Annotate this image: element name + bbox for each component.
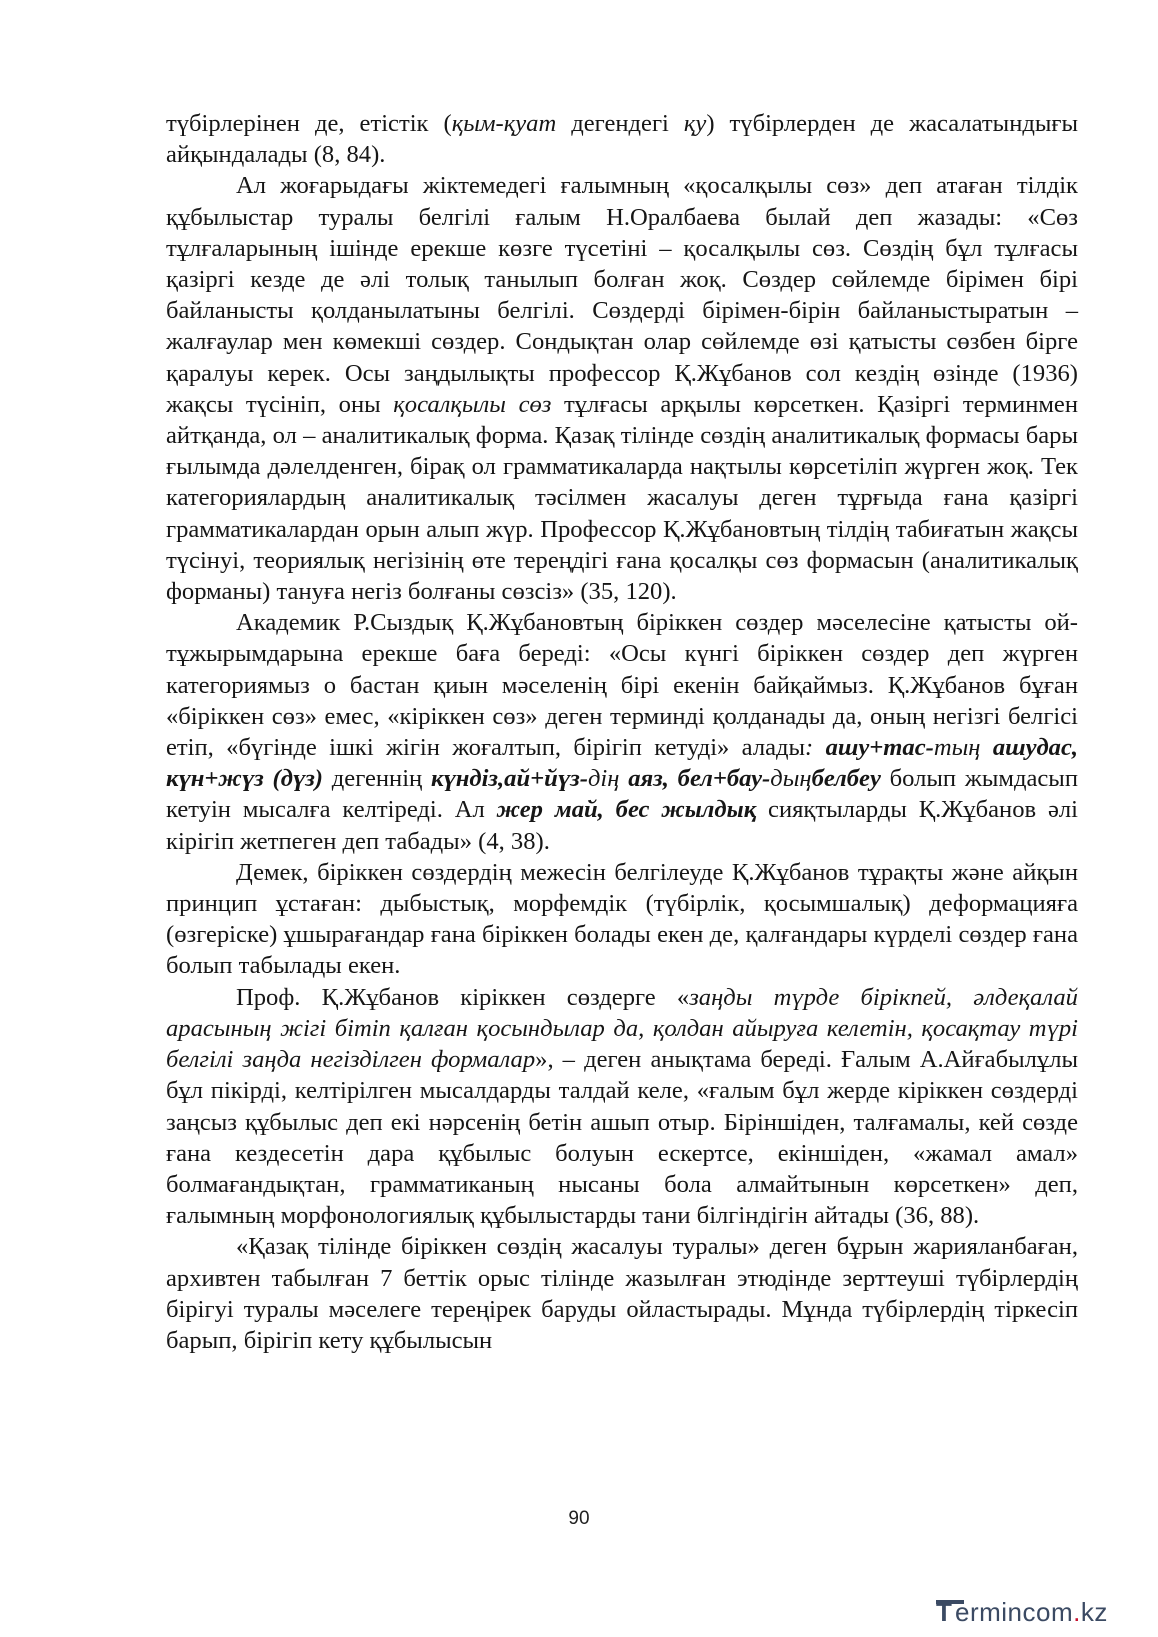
text-run: ) түбірлерден де жасалатындығы айқындалады (8, 84).	[166, 110, 1079, 169]
paragraph	[166, 607, 1078, 857]
text-run: Академик Р.Сыздық Қ.Жұбановтың біріккен сөздер мәселесіне қатысты ой-тұжырымдарына ерекше баға береді: «Осы күнгі біріккен сөздер деп жүрген категориямыз о бастан қиын мәселенің бірі екенін байқаймыз. Қ.Жұбанов бұған «біріккен сөз» емес, «кіріккен сөз» деген терминді қолданады да, оның негізгі белгісі етіп, «бүгінде ішкі жігін жоғалтып, бірігіп кетуді» алады	[166, 609, 1078, 762]
text-run: «Қазақ тілінде біріккен сөздің жасалуы туралы» деген бұрын жарияланбаған, архивтен табылған 7 беттік орыс тілінде жазылған этюдінде зерттеуші түбірлердің бірігуі туралы мәселеге тереңірек баруды ойластырады. Мұнда түбірлердің тіркесіп барып, бірігіп кету құбылысын	[166, 1233, 1078, 1354]
text-run: сияқтыларды Қ.Жұбанов әлі кірігіп жетпеген деп табады» (4, 38).	[166, 796, 1078, 855]
text-run: белбеу	[811, 765, 881, 793]
paragraph	[166, 982, 1078, 1232]
text-run: заңды түрде бірікпей, әлдеқалай арасының жігі бітіп қалған қосындылар да, қолдан айыруға келетін, қосақтау түрі белгілі заңда негізділген формалар	[166, 983, 1078, 1074]
logo-dot: .	[1073, 1597, 1081, 1627]
terminkom-watermark-logo	[936, 1597, 1146, 1631]
text-run: дің	[587, 765, 620, 793]
logo-letter-t: T	[936, 1597, 953, 1627]
page-number: 90	[568, 1508, 590, 1529]
text-run: дың	[770, 765, 812, 793]
text-run: Демек, біріккен сөздердің межесін белгілеуде Қ.Жұбанов тұрақты және айқын принцип ұстаған: дыбыстық, морфемдік (түбірлік, қосымшалық) деформацияға (өзгеріске) ұшырағандар ғана біріккен болады екен де, қалғандары күрделі сөздер ғана болып табылады екен.	[166, 858, 1078, 980]
text-run: күндіз,ай+йүз-	[430, 765, 588, 793]
text-run: қу	[683, 110, 707, 137]
text-run: қым-қуат	[451, 110, 557, 137]
document-body	[166, 108, 1078, 1356]
logo-text-main: ermincom	[955, 1597, 1074, 1627]
paragraph	[166, 170, 1078, 607]
text-run: түбірлерінен де, етістік (	[166, 110, 452, 137]
text-run: қосалқылы сөз	[393, 390, 552, 418]
text-run: аяз, бел+бау-	[619, 765, 771, 793]
text-run: :	[805, 734, 826, 762]
text-run: дегендегі	[556, 110, 684, 137]
text-run: жер май, бес жылдық	[496, 796, 757, 824]
text-run: тың	[933, 734, 981, 762]
text-run: тұлғасы арқылы көрсеткен. Қазіргі терминмен айтқанда, ол – аналитикалық форма. Қазақ тілінде сөздің аналитикалық формасы бары ғылымда дәлелденген, бірақ ол грамматикаларда нақтылы көрсетіліп жүрген жоқ. Тек категориялардың аналитикалық тәсілмен жасалуы деген тұрғыда ғана қазіргі грамматикалардан орын алып жүр. Профессор Қ.Жұбановтың тілдің табиғатын жақсы түсінуі, теориялық негізінің өте тереңдігі ғана қосалқы сөз формасын (аналитикалық форманы) тануға негіз болғаны сөзсіз» (35, 120).	[166, 390, 1078, 606]
paragraph	[166, 1231, 1078, 1356]
text-run: дегеннің	[323, 765, 431, 793]
logo-text-domain: kz	[1080, 1597, 1108, 1627]
text-run: ашудас, күн+жүз (дүз)	[166, 734, 1079, 793]
paragraph	[166, 857, 1078, 982]
text-run: ашу+тас-	[825, 734, 934, 762]
text-run: Ал жоғарыдағы жіктемедегі ғалымның «қосалқылы сөз» деп атаған тілдік құбылыстар туралы белгілі ғалым Н.Оралбаева былай деп жазады: «Сөз тұлғаларының ішінде ерекше көзге түсетіні – қосалқылы сөз. Сөздің бұл тұлғасы қазіргі кезде де әлі толық танылып болған жоқ. Сөздер сөйлемде бірімен бірі байланысты қолданылатыны белгілі. Сөздерді бірімен-бірін байланыстыратын – жалғаулар мен көмекші сөздер. Сондықтан олар сөйлемде өзі қатысты сөзбен бірге қаралуы керек. Осы заңдылықты профессор Қ.Жұбанов сол кездің өзінде (1936) жақсы түсініп, оны	[166, 172, 1078, 418]
logo-text	[955, 1597, 1108, 1628]
paragraph	[166, 108, 1078, 170]
text-run: », – деген анықтама береді. Ғалым А.Айғабылұлы бұл пікірді, келтірілген мысалдарды талдай келе, «ғалым бұл жерде кіріккен сөздерді заңсыз құбылыс деп екі нәрсенің бетін ашып отыр. Біріншіден, талғамалы, кей сөзде ғана кездесетін дара құбылыс болуын ескертсе, екіншіден, «жамал амал» болмағандықтан, грамматиканың нысаны бола алмайтынын көрсеткен» деп, ғалымның морфонологиялық құбылыстарды тани білгіндігін айтады (36, 88).	[166, 1046, 1078, 1230]
text-run: болып жымдасып кетуін мысалға келтіреді. Ал	[166, 765, 1078, 824]
text-run: Проф. Қ.Жұбанов кіріккен сөздерге «	[236, 983, 690, 1011]
